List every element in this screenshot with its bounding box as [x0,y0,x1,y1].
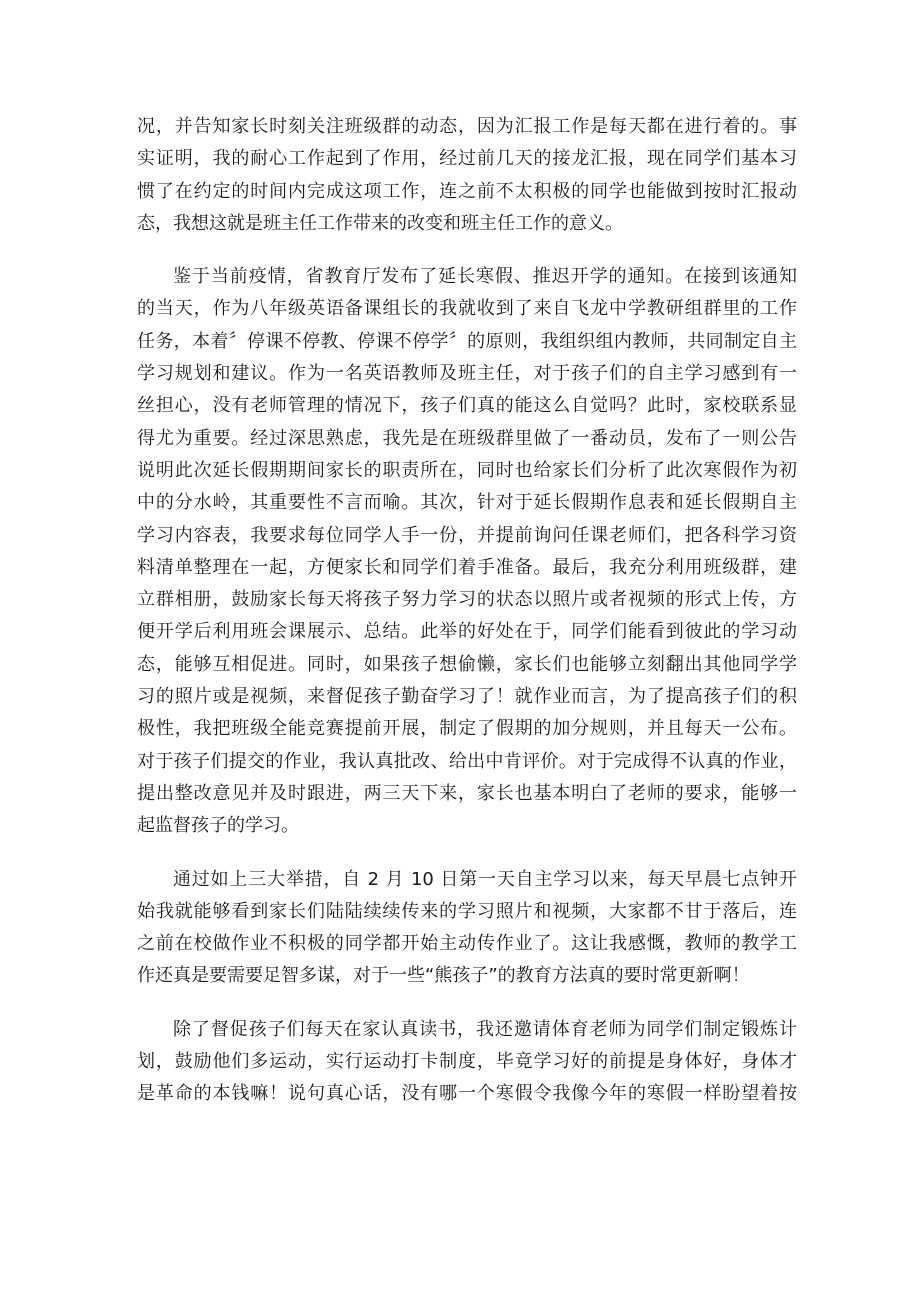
text-line: 丝担心，没有老师管理的情况下，孩子们真的能这么自觉吗？此时，家校联系显 [137,395,797,417]
text-line: 中的分水岭，其重要性不言而喻。其次，针对于延长假期作息表和延长假期自主 [137,492,797,514]
text-line: 的当天，作为八年级英语备课组长的我就收到了来自飞龙中学教研组群里的工作 [137,298,797,320]
text-line: 之前在校做作业不积极的同学都开始主动传作业了。这让我感慨，教师的教学工 [137,933,797,955]
text-line: 习的照片或是视频，来督促孩子勤奋学习了！就作业而言，为了提高孩子们的积 [137,686,797,708]
text-line: 鉴于当前疫情，省教育厅发布了延长寒假、推迟开学的通知。在接到该通知 [173,266,797,288]
text-line: 始我就能够看到家长们陆陆续续传来的学习照片和视频，大家都不甘于落后，连 [137,900,797,922]
text-line: 作还真是要需要足智多谋，对于一些“熊孩子”的教育方法真的要时常更新啊！ [137,965,750,987]
paragraph-4 [137,1014,797,1111]
text-line: 实证明，我的耐心工作起到了作用，经过前几天的接龙汇报，现在同学们基本习 [137,148,797,170]
text-line: 通过如上三大举措，自 2 月 10 日第一天自主学习以来，每天早晨七点钟开 [173,868,797,890]
text-line: 说明此次延长假期期间家长的职责所在，同时也给家长们分析了此次寒假作为初 [137,459,797,481]
text-line: 是革命的本钱嘛！说句真心话，没有哪一个寒假令我像今年的寒假一样盼望着按 [137,1083,797,1105]
text-line: 立群相册，鼓励家长每天将孩子努力学习的状态以照片或者视频的形式上传，方 [137,589,797,611]
text-line: 得尤为重要。经过深思熟虑，我先是在班级群里做了一番动员，发布了一则公告 [137,427,797,449]
text-line: 对于孩子们提交的作业，我认真批改、给出中肯评价。对于完成得不认真的作业， [137,750,797,772]
text-line: 任务，本着〞停课不停教、停课不停学〞的原则，我组织组内教师，共同制定自主 [137,330,797,352]
text-line: 起监督孩子的学习。 [137,815,299,837]
text-line: 料清单整理在一起，方便家长和同学们着手准备。最后，我充分利用班级群，建 [137,556,797,578]
paragraph-2 [137,261,797,842]
document-body [137,111,797,1132]
text-line: 便开学后利用班会课展示、总结。此举的好处在于，同学们能看到彼此的学习动 [137,621,797,643]
paragraph-3 [137,864,797,993]
text-line: 学习规划和建议。作为一名英语教师及班主任，对于孩子们的自主学习感到有一 [137,363,797,385]
text-line: 极性，我把班级全能竞赛提前开展，制定了假期的加分规则，并且每天一公布。 [137,718,797,740]
text-line: 况，并告知家长时刻关注班级群的动态，因为汇报工作是每天都在进行着的。事 [137,116,797,137]
text-line: 态，能够互相促进。同时，如果孩子想偷懒，家长们也能够立刻翻出其他同学学 [137,653,797,675]
paragraph-1 [137,111,797,240]
text-line: 除了督促孩子们每天在家认真读书，我还邀请体育老师为同学们制定锻炼计 [173,1018,797,1040]
text-line: 态，我想这就是班主任工作带来的改变和班主任工作的意义。 [137,212,623,234]
text-line: 提出整改意见并及时跟进，两三天下来，家长也基本明白了老师的要求，能够一 [137,782,797,804]
text-line: 学习内容表，我要求每位同学人手一份，并提前询问任课老师们，把各科学习资 [137,524,797,546]
text-line: 划，鼓励他们多运动，实行运动打卡制度，毕竟学习好的前提是身体好，身体才 [137,1051,797,1073]
text-line: 惯了在约定的时间内完成这项工作，连之前不太积极的同学也能做到按时汇报动 [137,180,797,202]
